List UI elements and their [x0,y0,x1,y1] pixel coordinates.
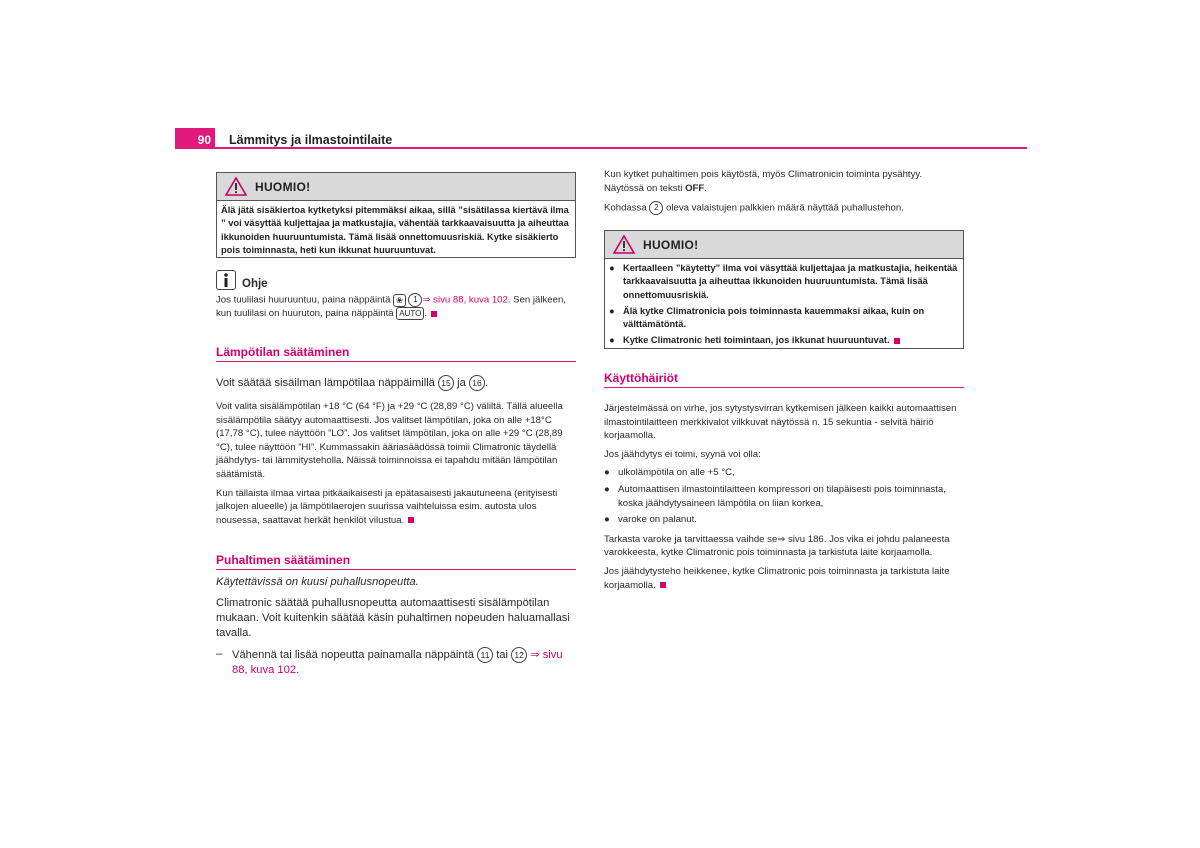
list-item: ● varoke on palanut. [604,514,697,526]
fan-intro: Käytettävissä on kuusi puhallusnopeutta. [216,576,419,588]
section-rule [604,387,964,388]
warning-box-recirculation [216,172,576,258]
fan-step: – Vähennä tai lisää nopeutta painamalla näppäintä 11 tai 12 ⇒ sivu 88, kuva 102. [216,648,563,676]
bars-paragraph: Kohdassa 2 oleva valaistujen palkkien määrä näyttää puhallustehon. [604,202,904,214]
section-rule [216,569,576,570]
malfunction-paragraph-2: Jos jäähdytys ei toimi, syynä voi olla: [604,448,761,460]
section-heading: Puhaltimen säätäminen [216,553,351,567]
callout-1: 1 [408,293,422,307]
callout-16: 16 [469,375,485,391]
warning-item: ● Älä kytke Climatronicia pois toiminnasta kauemmaksi aikaa, kuin on välttämätöntä. [609,305,925,330]
page-link[interactable]: ⇒ sivu 88, kuva 102 [232,648,563,676]
temperature-intro: Voit säätää sisäilman lämpötilaa näppäimillä 15 ja 16 . [216,375,576,391]
malfunction-paragraph-4: Jos jäähdytysteho heikkenee, kytke Climatronic pois toiminnasta ja tarkistuta laite korjaamolla. [604,565,950,591]
page-number: 90 [175,128,215,148]
list-item: ● ulkolämpötila on alle +5 °C, [604,467,735,479]
info-icon [216,270,236,290]
temperature-paragraph-2: Kun tällaista ilmaa virtaa pitkäaikaisesti ja epätasaisesti jakautuneena (erityisesti jalkojen alueelle) ja lämpötilaerojen suurissa vaihteluissa esim. autosta ulos nousessa, saattavat herkät henkilöt vilustua. [216,487,558,526]
list-item: ● Automaattisen ilmastointilaitteen kompressori on tilapäisesti pois toiminnasta, koska jäähdytysaineen lämpötila on liian korkea, [604,483,946,509]
callout-15: 15 [438,375,454,391]
fan-section [216,553,576,678]
temperature-section [216,345,576,532]
callout-11: 11 [477,647,493,663]
fan-paragraph: Climatronic säätää puhallusnopeutta automaattisesti sisälämpötilan mukaan. Voit kuitenkin säätää käsin puhaltimen nopeuden haluamallasi tavalla. [216,597,570,639]
end-of-section-icon [660,582,666,588]
warning-item: ● Kytke Climatronic heti toimintaan, jos ikkunat huuruuntuvat. [609,334,959,347]
fan-off-text [604,168,964,220]
page-link[interactable]: ⇒ sivu 88, kuva 102 [422,294,508,306]
callout-12: 12 [511,647,527,663]
malfunction-paragraph-1: Järjestelmässä on virhe, jos sytystysvirran kytkemisen jälkeen kaikki automaattisen ilmastointilaitteen merkkivalot vilkkuvat näytössä n. 15 sekuntia - selvitä häiriö korjaamolla. [604,403,957,442]
auto-key: AUTO [396,307,424,320]
warning-triangle-icon [613,235,635,254]
warning-box-climatronic [604,230,964,349]
end-of-section-icon [408,517,414,523]
warning-item: ● Kertaalleen ”käytetty” ilma voi väsyttää kuljettajaa ja matkustajia, heikentää tarkkaavaisuutta ja aiheuttaa ikkunoiden huuruuntumista. Tämä lisää onnettomuusriskiä. [609,263,958,300]
chapter-title: Lämmitys ja ilmastointilaite [229,133,393,147]
section-heading: Lämpötilan säätäminen [216,345,350,359]
callout-2: 2 [649,201,663,215]
note-text: Jos tuulilasi huuruuntuu, paina näppäintä ❀ 1 ⇒ sivu 88, kuva 102. Sen jälkeen, kun tuulilasi on huuruton, paina näppäintä AUTO . [216,294,566,320]
temperature-paragraph-1: Voit valita sisälämpötilan +18 °C (64 °F) ja +29 °C (28,89 °C) väliltä. Tällä alueella sisälämpötila säätyy automaattisesti. Jos valitset lämpötilan, joka on alle +18°C (17,78 °C), tulee näyttöön ”LO”. Jos valitset lämpötilan, joka on alle +29 °C (28,89 °C), tulee näyttöön ”HI”. Kummassakin ääriasäädössä toimii Climatronic täydellä jäähdytys- tai lämmitysteholla. Näissä toiminnoissa ei tapahdu mitään lämpötilan säätämistä. [216,401,563,480]
end-of-section-icon [431,311,437,317]
warning-title: HUOMIO! [255,179,311,194]
warning-header [217,173,575,201]
defrost-key-icon: ❀ [393,294,406,307]
malfunctions-section [604,371,964,597]
warning-title: HUOMIO! [643,237,699,252]
warning-header [605,231,963,259]
section-heading: Käyttöhäiriöt [604,371,679,385]
header-rule [175,147,1027,149]
note-section [216,270,576,321]
warning-triangle-icon [225,177,247,196]
malfunction-paragraph-3: Tarkasta varoke ja tarvittaessa vaihde se⇒ sivu 186. Jos vika ei johdu palaneesta varokkeesta, kytke Climatronic pois toiminnasta ja tarkistuta laite korjaamolla. [604,533,950,559]
note-title: Ohje [242,278,268,290]
section-rule [216,361,576,362]
fan-off-paragraph: Kun kytket puhaltimen pois käytöstä, myös Climatronicin toiminta pysähtyy. Näytössä on teksti OFF. [604,169,923,194]
warning-text: Älä jätä sisäkiertoa kytketyksi pitemmäksi aikaa, sillä ”sisätilassa kiertävä ilma ” voi väsyttää kuljettajaa ja matkustajia, vähentää tarkkaavaisuutta ja aiheuttaa ikkunoiden huuruuntumista. Tämä lisää onnettomuusriskiä. Kytke sisäkierto pois toiminnasta, heti kun ikkunat huuruuntuvat. [221,205,569,255]
end-of-section-icon [894,338,900,344]
